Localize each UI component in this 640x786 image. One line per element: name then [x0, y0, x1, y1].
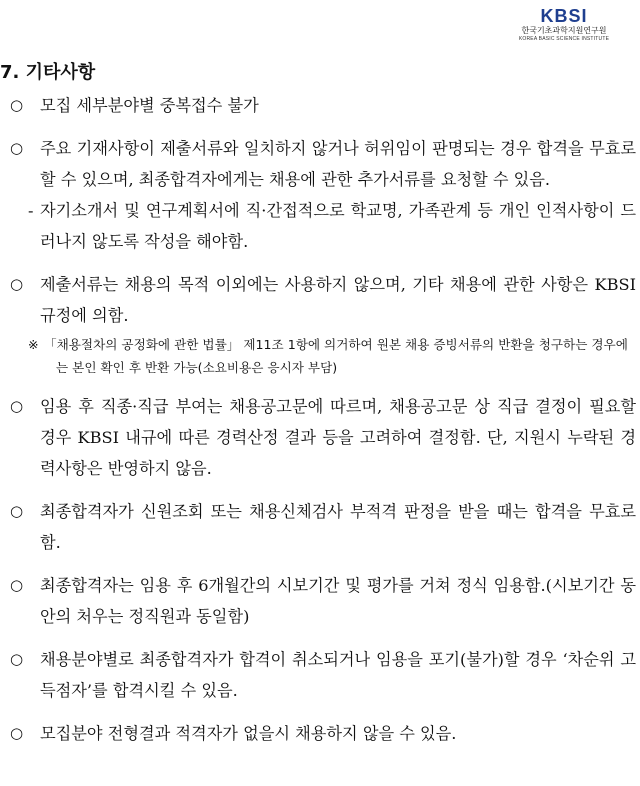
- circle-bullet: ○: [10, 397, 24, 415]
- circle-bullet: ○: [10, 724, 24, 742]
- list-item: [10, 90, 636, 121]
- logo-mark: KBSI: [540, 6, 588, 26]
- item-text: 최종합격자가 신원조회 또는 채용신체검사 부적격 판정을 받을 때는 합격을 무효로 함.: [40, 502, 636, 552]
- circle-bullet: ○: [10, 650, 24, 668]
- circle-bullet: ○: [10, 576, 24, 594]
- list-item: [10, 496, 636, 558]
- item-text: 모집 세부분야별 중복접수 불가: [40, 96, 259, 115]
- circle-bullet: ○: [10, 96, 24, 114]
- circle-bullet: ○: [10, 275, 24, 293]
- circle-bullet: ○: [10, 139, 24, 157]
- item-text: 임용 후 직종·직급 부여는 채용공고문에 따르며, 채용공고문 상 직급 결정이 필요할 경우 KBSI 내규에 따른 경력산정 결과 등을 고려하여 결정함. 단, 지원시 누락된 경력사항은 반영하지 않음.: [40, 397, 636, 478]
- note-mark: ※: [28, 337, 39, 352]
- note-text: 「채용절차의 공정화에 관한 법률」 제11조 1항에 의거하여 원본 채용 증빙서류의 반환을 청구하는 경우에는 본인 확인 후 반환 가능(소요비용은 응시자 부담): [44, 337, 628, 375]
- item-text: 제출서류는 채용의 목적 이외에는 사용하지 않으며, 기타 채용에 관한 사항은 KBSI 규정에 의함.: [40, 275, 636, 325]
- logo-org-english: KOREA BASIC SCIENCE INSTITUTE: [518, 36, 610, 42]
- list-item: [10, 269, 636, 331]
- item-text: 모집분야 전형결과 적격자가 없을시 채용하지 않을 수 있음.: [40, 724, 457, 743]
- item-text: 채용분야별로 최종합격자가 합격이 취소되거나 임용을 포기(불가)할 경우 ‘차순위 고득점자’를 합격시킬 수 있음.: [40, 650, 636, 700]
- dash-bullet: -: [28, 201, 34, 220]
- list-item: [10, 644, 636, 706]
- list-item: [10, 133, 636, 195]
- item-text: 주요 기재사항이 제출서류와 일치하지 않거나 허위임이 판명되는 경우 합격을 무효로 할 수 있으며, 최종합격자에게는 채용에 관한 추가서류를 요청할 수 있음.: [40, 139, 636, 189]
- list-item: [10, 718, 636, 749]
- reference-note: [10, 333, 636, 379]
- notice-list: [10, 90, 636, 761]
- section-heading: 7. 기타사항: [0, 62, 96, 83]
- kbsi-logo: [514, 6, 614, 43]
- list-item: [10, 570, 636, 632]
- logo-org-korean: 한국기초과학지원연구원: [521, 26, 607, 35]
- item-text: 최종합격자는 임용 후 6개월간의 시보기간 및 평가를 거쳐 정식 임용함.(시보기간 동안의 처우는 정직원과 동일함): [40, 576, 636, 626]
- sub-item: [10, 195, 636, 257]
- list-item: [10, 391, 636, 484]
- sub-item-text: 자기소개서 및 연구계획서에 직·간접적으로 학교명, 가족관계 등 개인 인적사항이 드러나지 않도록 작성을 해야함.: [40, 201, 636, 251]
- circle-bullet: ○: [10, 502, 24, 520]
